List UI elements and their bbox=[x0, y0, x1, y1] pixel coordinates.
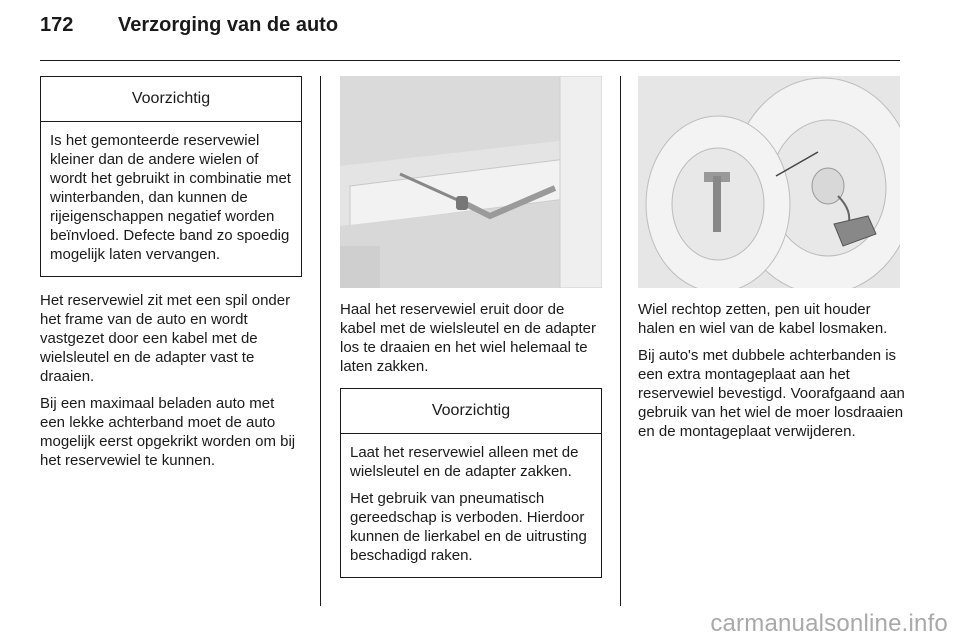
paragraph: Wiel rechtop zetten, pen uit houder halen en wiel van de kabel losmaken. bbox=[638, 301, 888, 337]
spare-wheel-icon bbox=[638, 76, 900, 288]
paragraph: Bij auto's met dubbele achterbanden is een extra montageplaat aan het reservewiel bevestigd. Voorafgaand aan gebruik van het wiel de moer losdraaien en de montageplaat verwijderen. bbox=[638, 347, 905, 440]
caution-box-2 bbox=[340, 388, 602, 578]
page-title: Verzorging van de auto bbox=[118, 14, 339, 36]
column-1 bbox=[40, 76, 302, 478]
caution-title: Voorzichtig bbox=[41, 77, 301, 122]
caution-text: Het gebruik van pneumatisch gereedschap is verboden. Hierdoor kunnen de lierkabel en de uitrusting beschadigd raken. bbox=[350, 490, 587, 564]
column-2 bbox=[340, 300, 602, 578]
column-divider-2 bbox=[620, 76, 621, 606]
column-divider-1 bbox=[320, 76, 321, 606]
page-header bbox=[40, 14, 338, 37]
wheel-key-icon bbox=[340, 76, 602, 288]
page-number: 172 bbox=[40, 14, 74, 36]
paragraph: Bij een maximaal beladen auto met een lekke achterband moet de auto mogelijk eerst opgekrikt worden om bij het reservewiel te kunnen. bbox=[40, 395, 296, 469]
spare-wheel-illustration bbox=[638, 76, 900, 288]
column-3 bbox=[638, 300, 906, 449]
vehicle-rear-illustration bbox=[340, 76, 602, 288]
watermark: carmanualsonline.info bbox=[710, 610, 948, 637]
paragraph: Haal het reservewiel eruit door de kabel met de wielsleutel en de adapter los te draaien en het wiel helemaal te laten zakken. bbox=[340, 301, 596, 375]
caution-title: Voorzichtig bbox=[341, 389, 601, 434]
caution-box-1 bbox=[40, 76, 302, 277]
header-rule bbox=[40, 60, 900, 61]
caution-text: Is het gemonteerde reservewiel kleiner dan de andere wielen of wordt het gebruikt in combinatie met winterbanden, dan kunnen de rijeigenschappen negatief worden beïnvloed. Defecte band zo spoedig mogelijk laten vervangen. bbox=[50, 132, 291, 263]
paragraph: Het reservewiel zit met een spil onder het frame van de auto en wordt vastgezet door een kabel met de wielsleutel en de adapter vast te draaien. bbox=[40, 292, 291, 385]
caution-text: Laat het reservewiel alleen met de wielsleutel en de adapter zakken. bbox=[350, 444, 579, 480]
